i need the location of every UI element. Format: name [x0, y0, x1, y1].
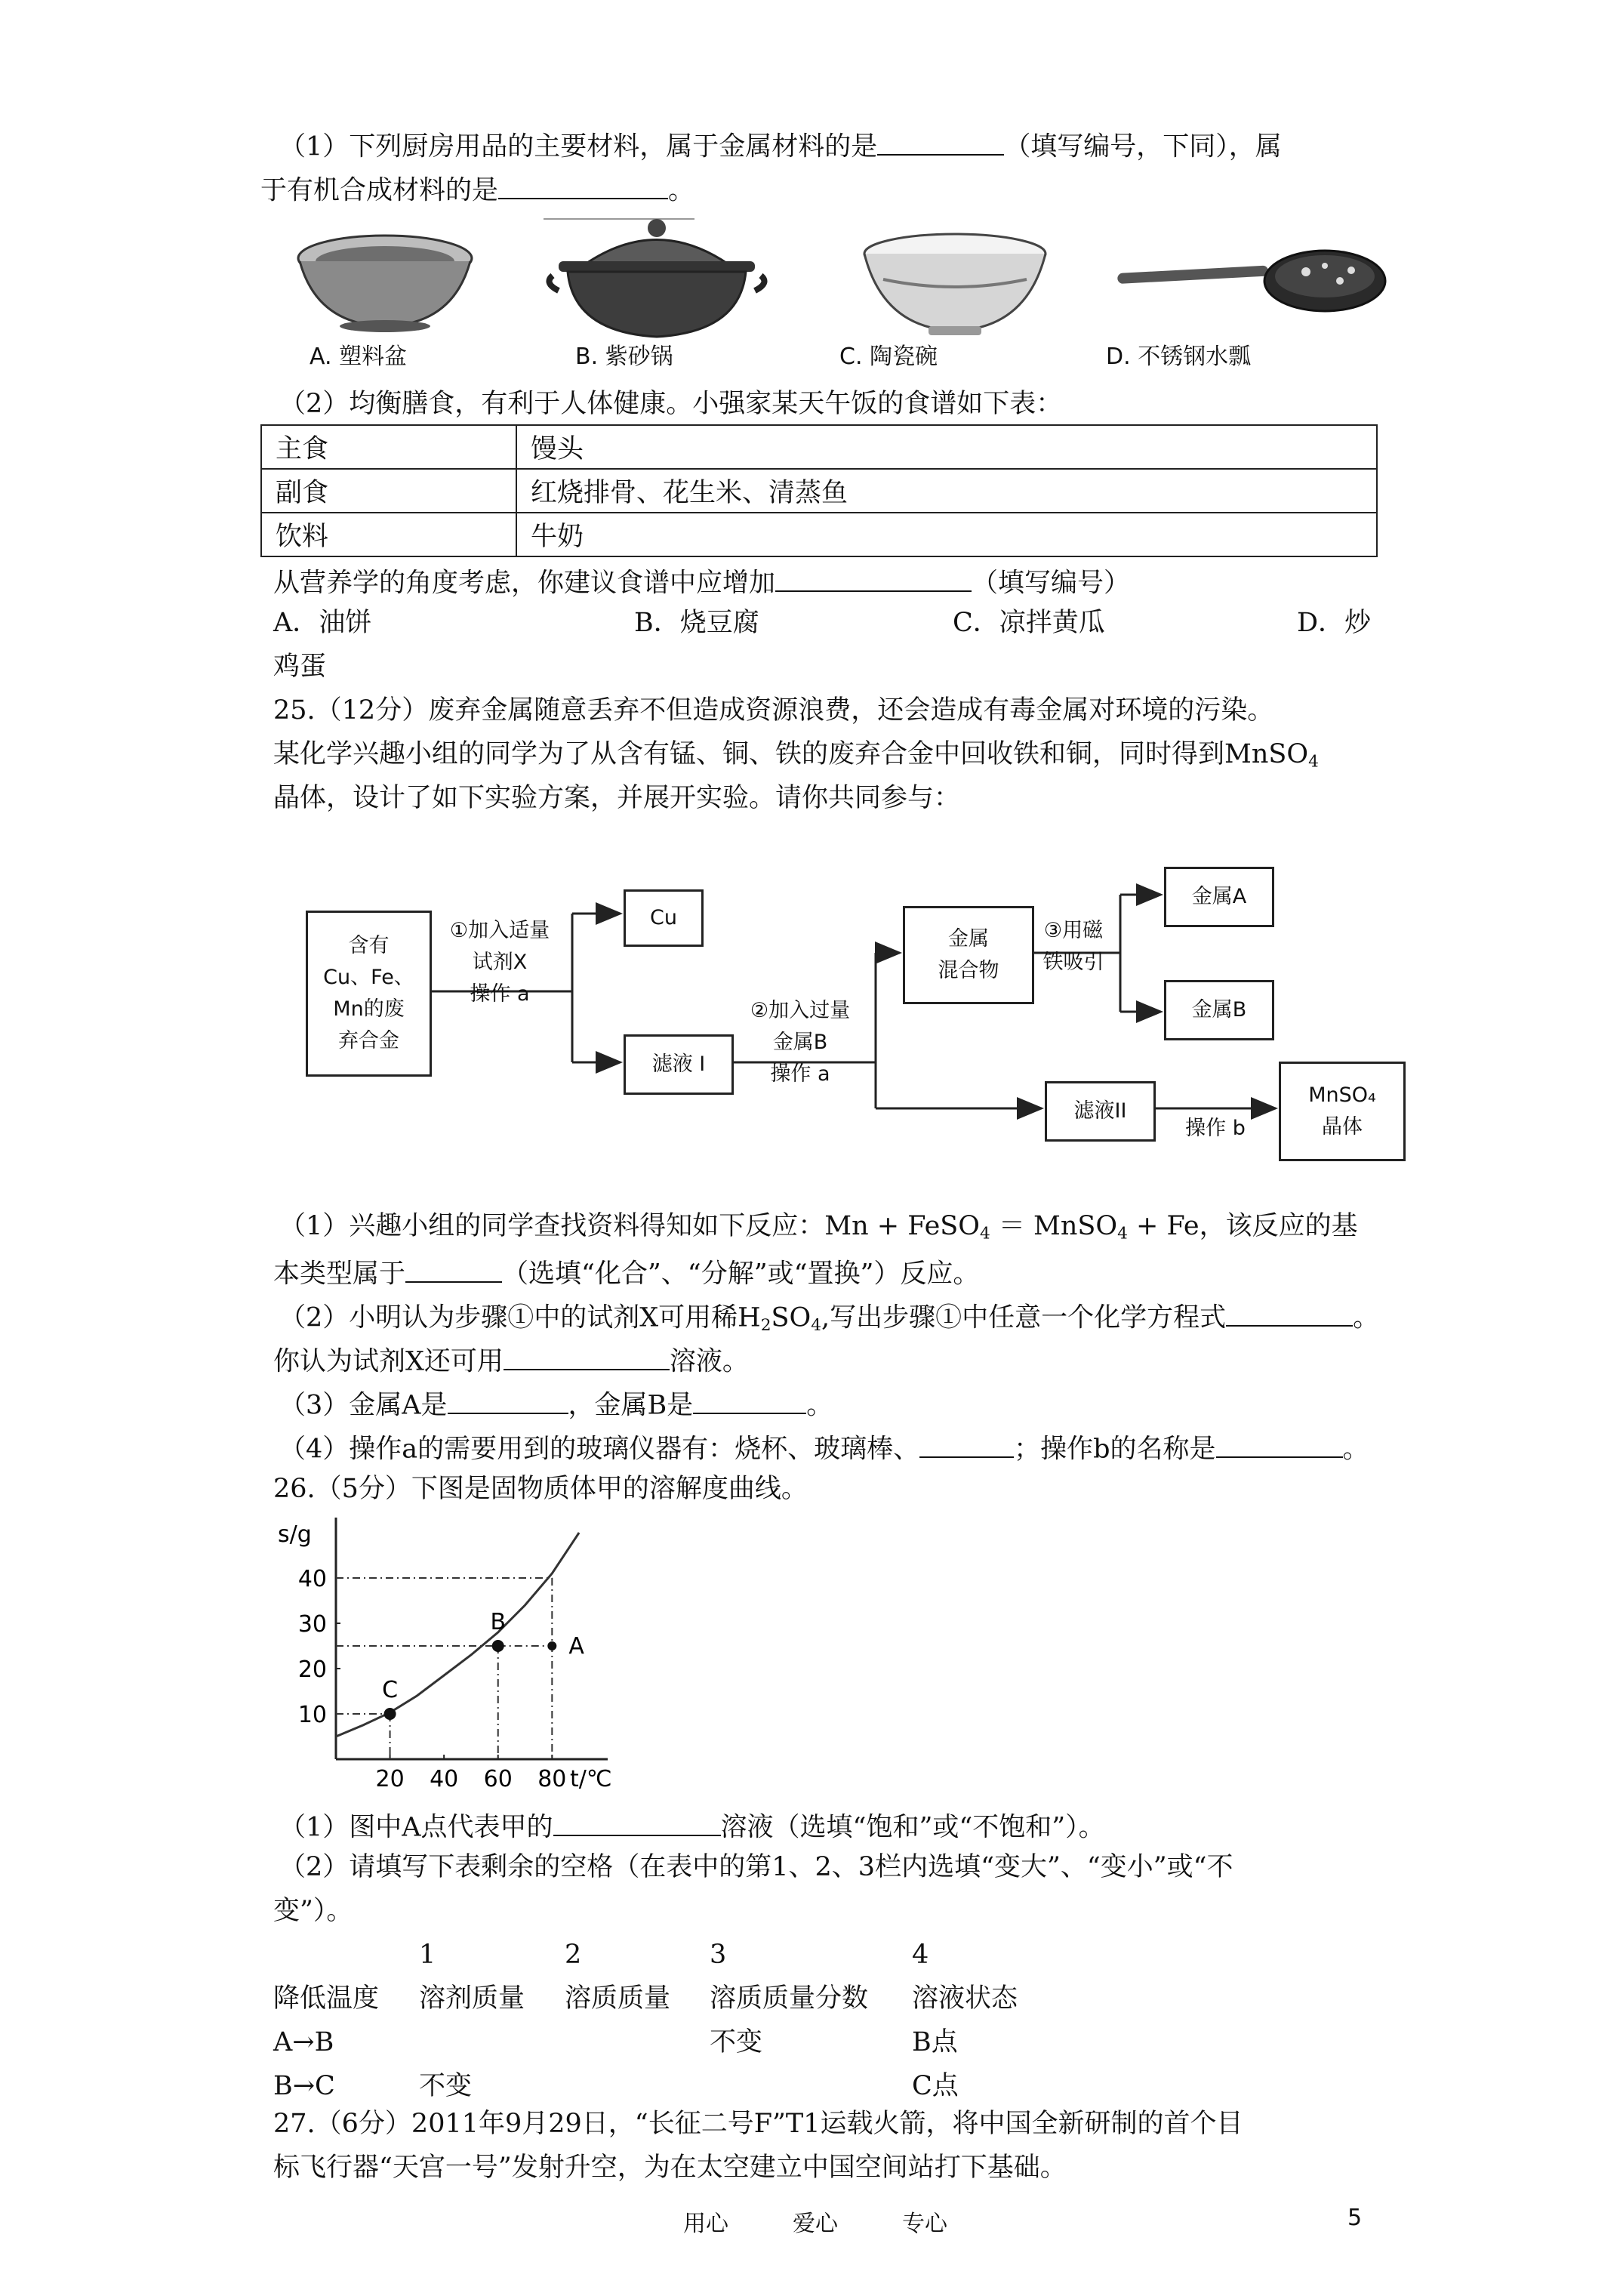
- footer-motto-1: 用心: [683, 2211, 728, 2237]
- item-label-b: B. 紫砂锅: [575, 344, 673, 370]
- flow-metal-b-box: 金属B: [1164, 980, 1274, 1040]
- y-tick-label: 30: [297, 1611, 327, 1638]
- data-point-c: [384, 1708, 396, 1720]
- answer-blank[interactable]: [504, 1345, 670, 1370]
- table-header: 溶质质量分数: [710, 1983, 869, 2014]
- flow-metal-a-box: 金属A: [1164, 867, 1274, 927]
- answer-blank[interactable]: [1226, 1301, 1353, 1327]
- q25-s2-line2: 你认为试剂X还可用 溶液。: [273, 1345, 749, 1376]
- table-header: 溶质质量: [565, 1983, 671, 2014]
- page-number: 5: [1347, 2205, 1363, 2231]
- item-label-c: C. 陶瓷碗: [839, 344, 938, 370]
- q24-option-a: A．油饼: [273, 608, 372, 638]
- point-label-b: B: [490, 1609, 507, 1635]
- table-row: 饮料 牛奶: [261, 513, 1377, 556]
- table-cell: A→B: [273, 2027, 334, 2057]
- footer-motto-3: 专心: [902, 2211, 947, 2237]
- q26-title: 26.（5分）下图是固物质体甲的溶解度曲线。: [273, 1474, 808, 1504]
- q25-line2: 某化学兴趣小组的同学为了从含有锰、铜、铁的废弃合金中回收铁和铜，同时得到MnSO$_4$: [273, 739, 1319, 772]
- item-label-a: A. 塑料盆: [310, 344, 408, 370]
- item-label-d: D. 不锈钢水瓢: [1106, 344, 1252, 370]
- q24-advice: 从营养学的角度考虑，你建议食谱中应增加 （填写编号）: [273, 566, 1130, 597]
- q24-p2: （2）均衡膳食，有利于人体健康。小强家某天午饭的食谱如下表：: [279, 389, 1063, 419]
- flow-step1-label: ①加入适量 试剂X 操作 a: [449, 919, 550, 1006]
- table-row: 主食 馒头: [261, 425, 1377, 469]
- q26-s1: （1）图中A点代表甲的 溶液（选填“饱和”或“不饱和”）。: [279, 1811, 1105, 1841]
- flow-step2-label: ②加入过量 金属B 操作 a: [750, 999, 851, 1086]
- q27-line1: 27.（6分）2011年9月29日，“长征二号F”T1运载火箭，将中国全新研制的首个目: [273, 2109, 1243, 2139]
- q27-line2: 标飞行器“天宫一号”发射升空，为在太空建立中国空间站打下基础。: [273, 2153, 1067, 2183]
- flow-step3-label: ③用磁 铁吸引: [1042, 919, 1104, 974]
- flow-product-box: MnSO₄ 晶体: [1279, 1062, 1406, 1161]
- q26-s2-line2: 变”）。: [273, 1896, 353, 1926]
- table-header: 溶液状态: [912, 1983, 1018, 2014]
- col-num-2: 2: [565, 1940, 582, 1970]
- flow-mix-box: 金属 混合物: [903, 906, 1034, 1004]
- flow-start-box: 含有 Cu、Fe、 Mn的废 弃合金: [306, 911, 432, 1077]
- table-cell: B点: [912, 2027, 958, 2057]
- answer-blank[interactable]: [693, 1388, 806, 1414]
- q25-line1: 25.（12分）废弃金属随意丢弃不但造成资源浪费，还会造成有毒金属对环境的污染。: [273, 695, 1274, 726]
- table-cell: 不变: [710, 2027, 763, 2057]
- q26-s2-line1: （2）请填写下表剩余的空格（在表中的第1、2、3栏内选填“变大”、“变小”或“不: [279, 1852, 1233, 1882]
- answer-blank[interactable]: [553, 1811, 721, 1836]
- y-tick-label: 20: [297, 1657, 327, 1683]
- table-header: 溶剂质量: [419, 1983, 525, 2014]
- q25-s2-line1: （2）小明认为步骤①中的试剂X可用稀$H_2SO_4$,写出步骤①中任意一个化学方程式 。: [279, 1301, 1379, 1332]
- q25-line3: 晶体，设计了如下实验方案，并展开实验。请你共同参与：: [273, 783, 961, 813]
- y-tick-label: 40: [297, 1566, 327, 1592]
- table-cell: B→C: [273, 2071, 335, 2101]
- solubility-curve: [336, 1533, 579, 1737]
- x-axis-label: t/℃: [570, 1766, 612, 1789]
- solubility-chart: [272, 1510, 627, 1789]
- point-label-c: C: [382, 1677, 399, 1703]
- col-num-3: 3: [710, 1940, 727, 1970]
- answer-blank[interactable]: [919, 1432, 1014, 1458]
- table-row: 副食 红烧排骨、花生米、清蒸鱼: [261, 469, 1377, 513]
- answer-blank[interactable]: [1216, 1432, 1343, 1458]
- q24-option-d: D．炒: [1297, 608, 1372, 638]
- flow-filtrate2-box: 滤液II: [1045, 1081, 1156, 1142]
- q25-s4: （4）操作a的需要用到的玻璃仪器有：烧杯、玻璃棒、 ；操作b的名称是 。: [279, 1432, 1369, 1463]
- point-label-a: A: [568, 1633, 584, 1660]
- table-cell: C点: [912, 2071, 959, 2101]
- x-tick-label: 40: [430, 1766, 459, 1789]
- table-cell: 不变: [419, 2071, 473, 2101]
- footer-motto-2: 爱心: [793, 2211, 838, 2237]
- table-header: 降低温度: [273, 1983, 380, 2014]
- q25-s3: （3）金属A是 ，金属B是 。: [279, 1388, 833, 1419]
- col-num-1: 1: [419, 1940, 436, 1970]
- data-point-a: [547, 1641, 556, 1650]
- y-axis-label: s/g: [278, 1521, 312, 1548]
- x-tick-label: 20: [375, 1766, 405, 1789]
- answer-blank[interactable]: [448, 1388, 568, 1414]
- q24-p1-line2: 于有机合成材料的是 。: [260, 174, 694, 205]
- data-point-b: [492, 1640, 504, 1652]
- answer-blank[interactable]: [405, 1257, 502, 1283]
- q25-s1-line2: 本类型属于 （选填“化合”、“分解”或“置换”）反应。: [273, 1257, 979, 1288]
- q24-option-b: B．烧豆腐: [634, 608, 759, 638]
- flow-step4-label: 操作 b: [1185, 1117, 1246, 1140]
- col-num-4: 4: [912, 1940, 929, 1970]
- q24-option-c: C．凉拌黄瓜: [953, 608, 1105, 638]
- q24-option-d-cont: 鸡蛋: [273, 652, 327, 682]
- q25-s1-line1: （1）兴趣小组的同学查找资料得知如下反应：Mn + FeSO$_4$ ＝ MnSO$_4$ + Fe，该反应的基: [279, 1211, 1358, 1244]
- flow-filtrate1-box: 滤液 I: [624, 1034, 734, 1095]
- x-tick-label: 60: [483, 1766, 513, 1789]
- x-tick-label: 80: [537, 1766, 567, 1789]
- q24-p1-line1: （1）下列厨房用品的主要材料，属于金属材料的是 （填写编号，下同），属: [279, 130, 1282, 161]
- y-tick-label: 10: [297, 1702, 327, 1728]
- flow-cu-box: Cu: [624, 889, 704, 947]
